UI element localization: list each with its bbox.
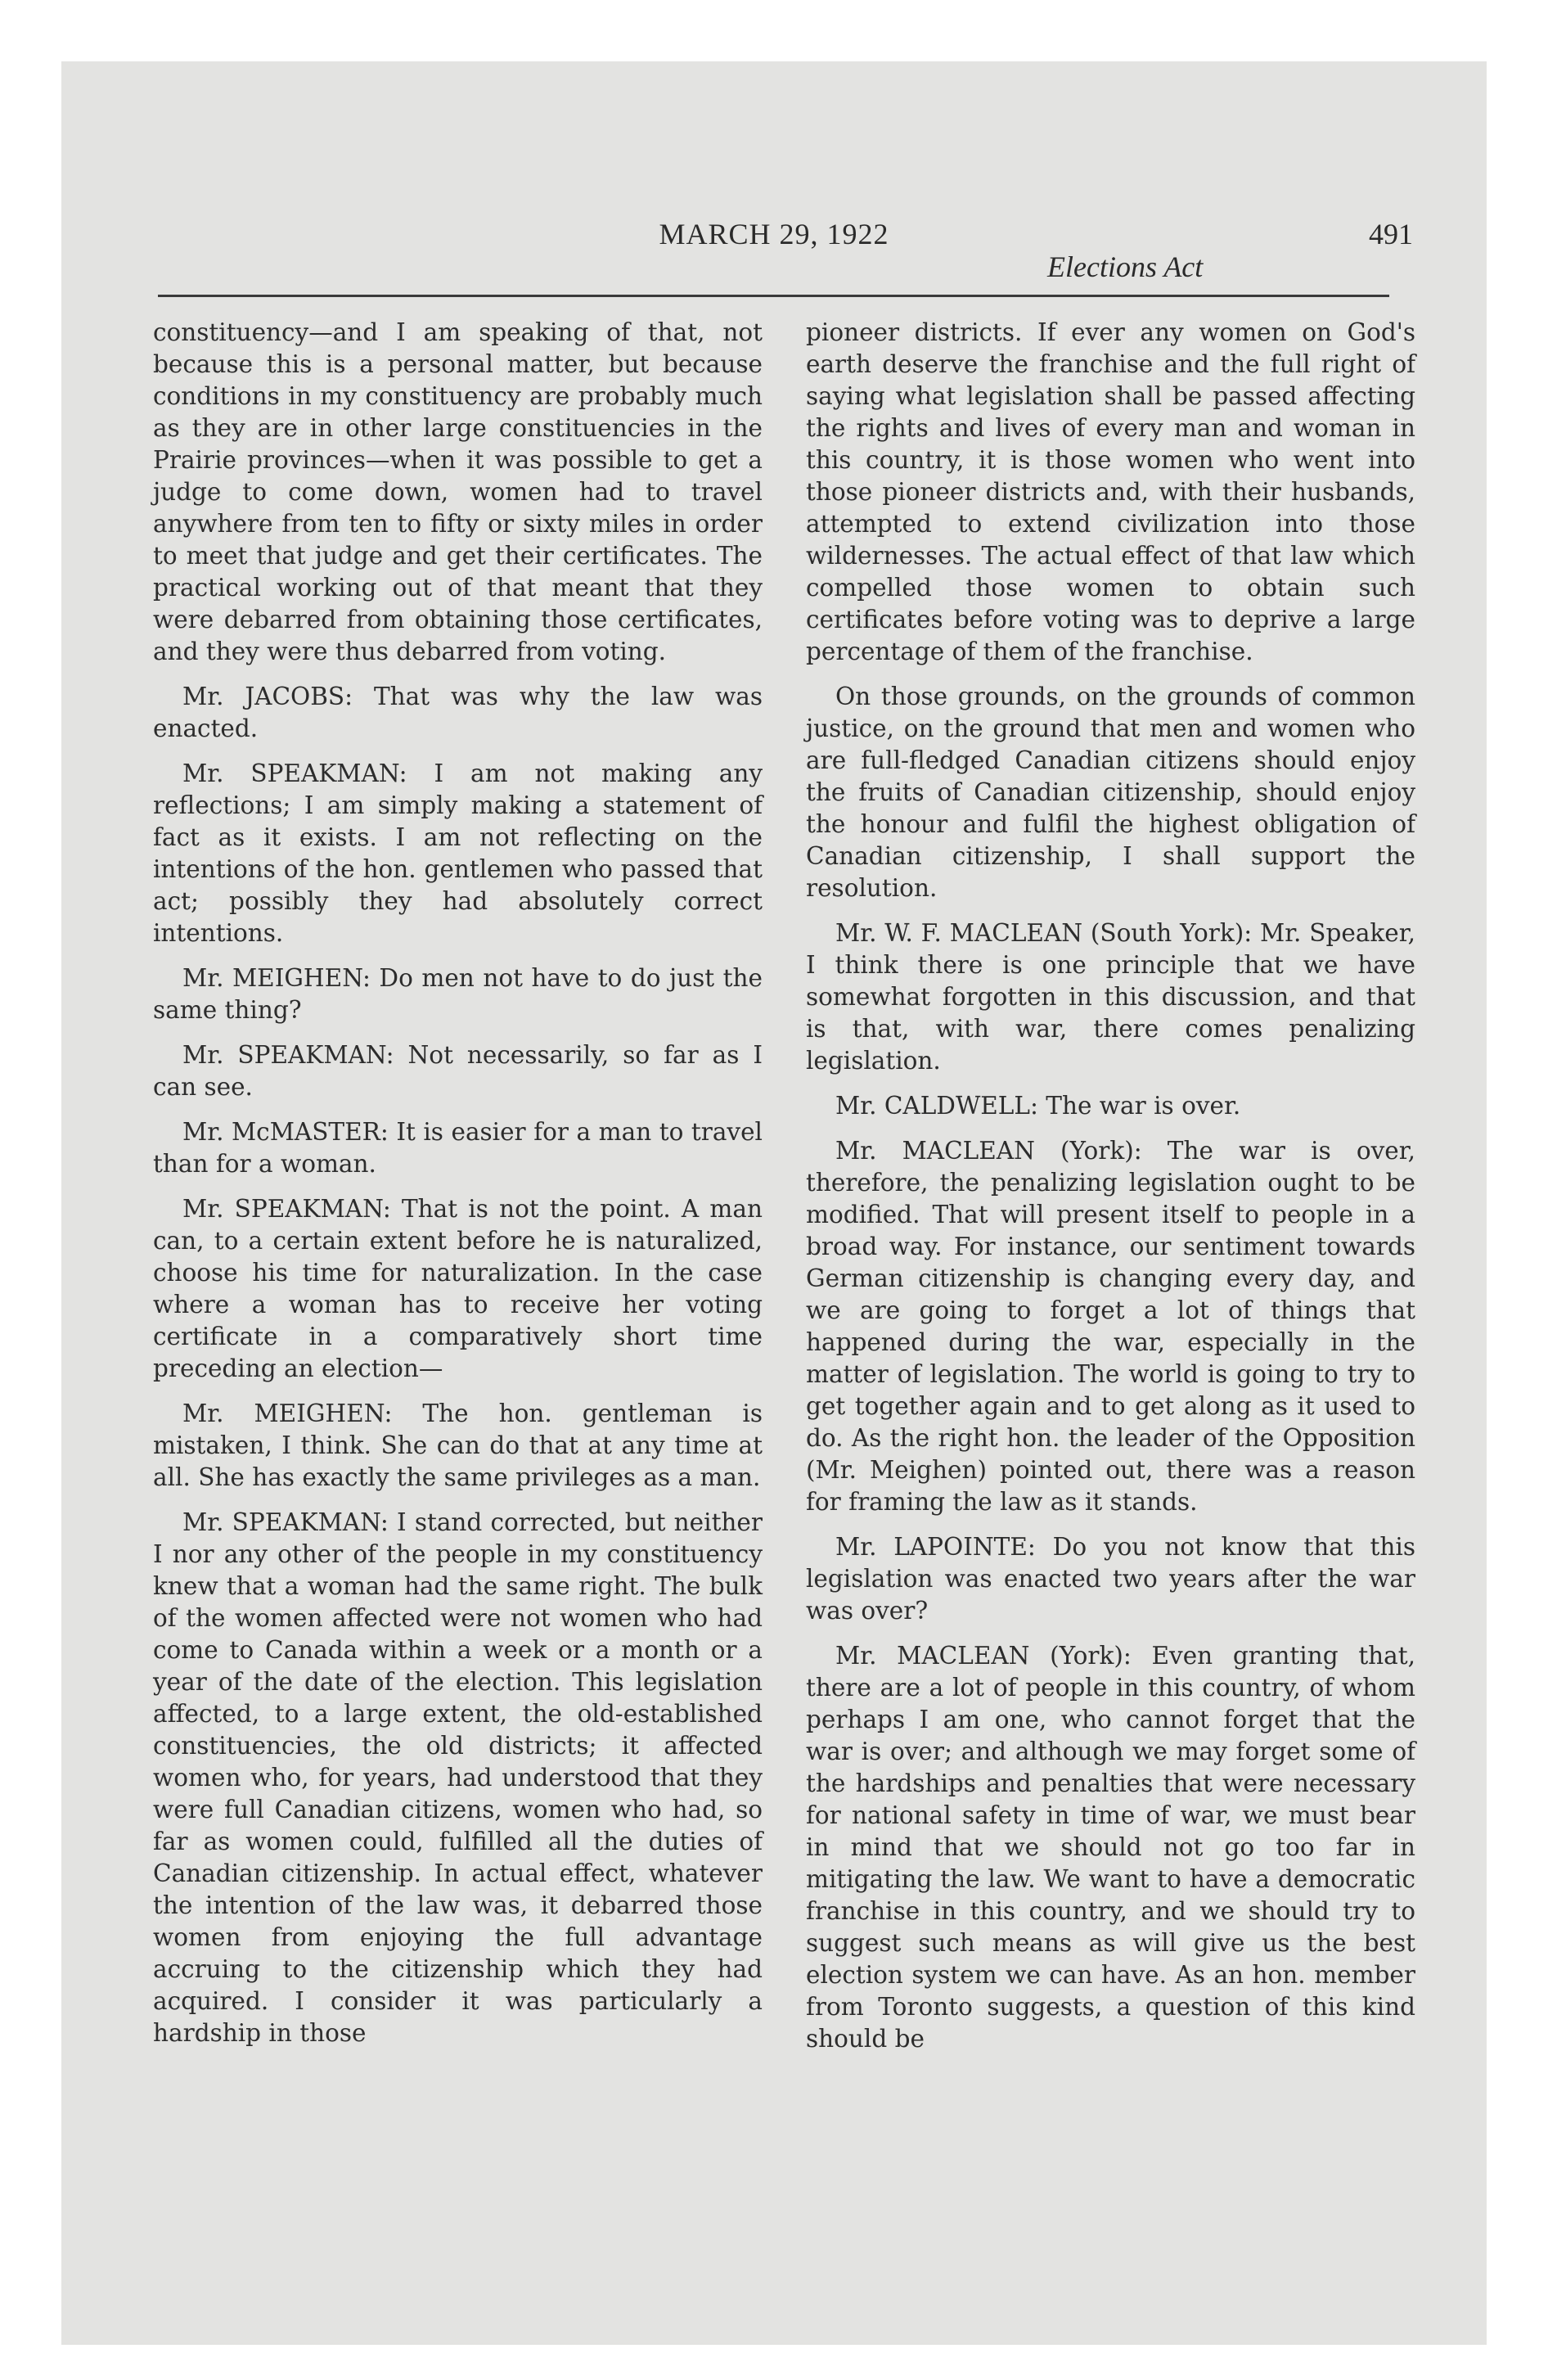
paragraph: Mr. JACOBS: That was why the law was enacted. <box>153 683 763 742</box>
paragraph: On those grounds, on the grounds of common justice, on the ground that men and women who are full-fledged Canadian citizens should enjoy the fruits of Canadian citizenship, should enjoy the honour and fulfil the highest obligation of Canadian citizenship, I shall support the resolution. <box>806 683 1415 902</box>
page-number: 491 <box>1369 218 1413 250</box>
scanned-page <box>61 61 1487 2345</box>
page-header <box>61 217 1487 282</box>
paragraph: constituency—and I am speaking of that, not because this is a personal matter, but because conditions in my constituency are probably much as they are in other large constituencies in the Prairie provinces—when it was possible to get a judge to come down, women had to travel anywhere from ten to fifty or sixty miles in order to meet that judge and get their certificates. The practical working out of that meant that they were debarred from obtaining those certificates, and they were thus debarred from voting. <box>153 318 763 665</box>
header-date: MARCH 29, 1922 <box>659 218 889 250</box>
paragraph: Mr. W. F. MACLEAN (South York): Mr. Speaker, I think there is one principle that we have somewhat forgotten in this discussion, and that is that, with war, there comes penalizing legislation. <box>806 919 1415 1075</box>
paragraph: pioneer districts. If ever any women on God's earth deserve the franchise and the full right of saying what legislation shall be passed affecting the rights and lives of every man and woman in this country, it is those women who went into those pioneer districts and, with their husbands, attempted to extend civilization into those wildernesses. The actual effect of that law which compelled those women to obtain such certificates before voting was to deprive a large percentage of them of the franchise. <box>806 318 1415 665</box>
paragraph: Mr. SPEAKMAN: I stand corrected, but neither I nor any other of the people in my constituency knew that a woman had the same right. The bulk of the women affected were not women who had come to Canada within a week or a month or a year of the date of the election. This legislation affected, to a large extent, the old-established constituencies, the old districts; it affected women who, for years, had understood that they were full Canadian citizens, women who had, so far as women could, fulfilled all the duties of Canadian citizenship. In actual effect, whatever the intention of the law was, it debarred those women from enjoying the full advantage accruing to the citizenship which they had acquired. I consider it was particularly a hardship in those <box>153 1508 763 2047</box>
paragraph: Mr. SPEAKMAN: That is not the point. A man can, to a certain extent before he is naturalized, choose his time for naturalization. In the case where a woman has to receive her voting certificate in a comparatively short time preceding an election— <box>153 1195 763 1382</box>
paragraph: Mr. MACLEAN (York): The war is over, therefore, the penalizing legislation ought to be modified. That will present itself to people in a broad way. For instance, our sentiment towards German citizenship is changing every day, and we are going to forget a lot of things that happened during the war, especially in the matter of legislation. The world is going to try to get together again and to get along as it used to do. As the right hon. the leader of the Opposition (Mr. Meighen) pointed out, there was a reason for framing the law as it stands. <box>806 1137 1415 1516</box>
paragraph: Mr. CALDWELL: The war is over. <box>835 1092 1241 1120</box>
paragraph: Mr. McMASTER: It is easier for a man to travel than for a woman. <box>153 1118 763 1178</box>
paragraph: Mr. MEIGHEN: The hon. gentleman is mistaken, I think. She can do that at any time at all. She has exactly the same privileges as a man. <box>153 1400 763 1491</box>
right-column <box>806 317 1415 2068</box>
header-rule <box>158 295 1389 297</box>
paragraph: Mr. MACLEAN (York): Even granting that, there are a lot of people in this country, of whom perhaps I am one, who cannot forget that the war is over; and although we may forget some of the hardships and penalties that were necessary for national safety in time of war, we must bear in mind that we should not go too far in mitigating the law. We want to have a democratic franchise in this country, and we should try to suggest such means as will give us the best election system we can have. As an hon. member from Toronto suggests, a question of this kind should be <box>806 1642 1415 2053</box>
paragraph: Mr. LAPOINTE: Do you not know that this legislation was enacted two years after the war was over? <box>806 1533 1415 1625</box>
paragraph: Mr. SPEAKMAN: I am not making any reflections; I am simply making a statement of fact as it exists. I am not reflecting on the intentions of the hon. gentlemen who passed that act; possibly they had absolutely correct intentions. <box>153 760 763 947</box>
paragraph: Mr. MEIGHEN: Do men not have to do just the same thing? <box>153 964 763 1024</box>
section-title: Elections Act <box>1047 250 1204 283</box>
left-column <box>153 317 763 2062</box>
paragraph: Mr. SPEAKMAN: Not necessarily, so far as I can see. <box>153 1041 763 1101</box>
